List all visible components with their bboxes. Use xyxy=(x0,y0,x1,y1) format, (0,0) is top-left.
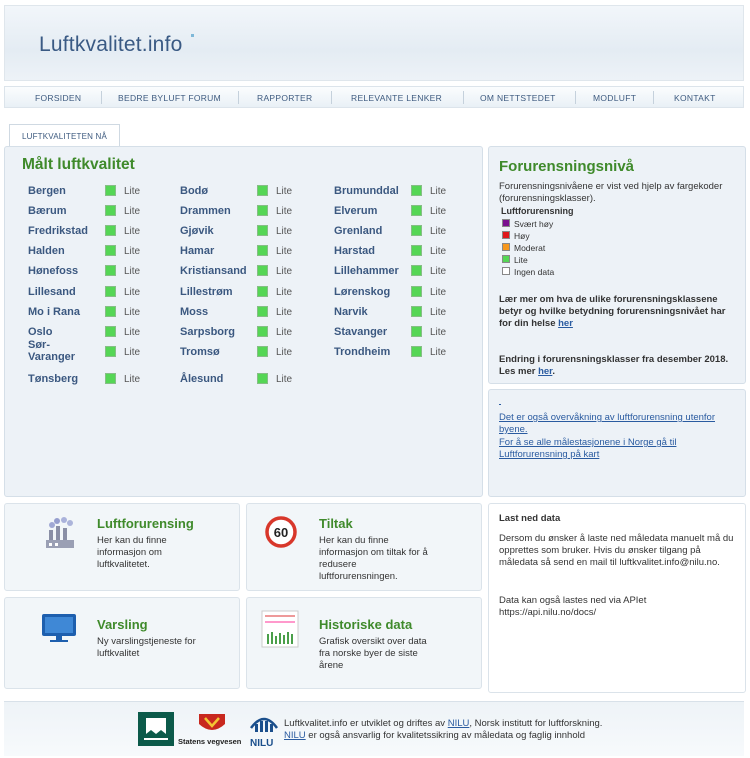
level-indicator xyxy=(257,245,268,256)
nav-item-kontakt[interactable]: KONTAKT xyxy=(674,93,716,103)
level-label: Lite xyxy=(124,287,141,298)
level-label: Lite xyxy=(276,226,293,237)
level-indicator xyxy=(105,205,116,216)
city-name[interactable]: Ålesund xyxy=(180,373,224,385)
footer-line-2 xyxy=(284,730,585,741)
level-indicator xyxy=(257,306,268,317)
legend-swatch-very-high xyxy=(502,219,510,227)
factory-icon xyxy=(43,516,77,552)
level-indicator xyxy=(105,225,116,236)
city-name[interactable]: Drammen xyxy=(180,205,231,217)
legend-swatch-high xyxy=(502,231,510,239)
monitor-icon xyxy=(40,612,78,644)
class-change-end: . xyxy=(552,366,555,377)
level-indicator xyxy=(257,185,268,196)
main-nav xyxy=(4,86,744,108)
level-label: Lite xyxy=(124,186,141,197)
level-label: Lite xyxy=(124,246,141,257)
nav-item-modluft[interactable]: MODLUFT xyxy=(593,93,637,103)
level-label: Lite xyxy=(430,307,447,318)
city-name[interactable]: Bodø xyxy=(180,185,209,197)
card-luftforurensing[interactable] xyxy=(4,503,240,591)
class-change-label: Endring i forurensningsklasser fra desember 2018. Les mer xyxy=(499,354,729,377)
level-label: Lite xyxy=(430,246,447,257)
card-text: Ny varslingstjeneste for luftkvalitet xyxy=(97,636,196,659)
measured-air-quality-panel xyxy=(4,146,483,497)
level-indicator xyxy=(411,205,422,216)
city-name[interactable]: Sør-Varanger xyxy=(28,339,76,363)
footer-text: Luftkvalitet.info er utviklet og driftes av xyxy=(284,718,446,729)
level-label: Lite xyxy=(124,307,141,318)
level-label: Lite xyxy=(430,287,447,298)
footer-line-1 xyxy=(284,718,602,729)
class-change-link[interactable]: her xyxy=(538,366,553,377)
city-name[interactable]: Bærum xyxy=(28,205,67,217)
level-label: Lite xyxy=(124,374,141,385)
nav-separator xyxy=(101,91,102,104)
card-title[interactable]: Varsling xyxy=(97,617,148,632)
city-name[interactable]: Sarpsborg xyxy=(180,326,236,338)
pollution-description: Forurensningsnivåene er vist ved hjelp av fargekoder (forurensningsklasser). xyxy=(499,181,723,204)
city-name[interactable]: Halden xyxy=(28,245,65,257)
legend-label: Svært høy xyxy=(514,219,554,229)
footer-nilu-link[interactable]: NILU xyxy=(284,730,306,741)
level-label: Lite xyxy=(276,347,293,358)
tab-luftkvaliteten-naa[interactable]: LUFTKVALITETEN NÅ xyxy=(9,124,120,146)
learn-more-link[interactable]: her xyxy=(558,318,573,329)
level-label: Lite xyxy=(276,374,293,385)
level-label: Lite xyxy=(124,266,141,277)
level-indicator xyxy=(411,245,422,256)
level-label: Lite xyxy=(276,246,293,257)
level-indicator xyxy=(257,373,268,384)
city-name[interactable]: Brumunddal xyxy=(334,185,399,197)
level-indicator xyxy=(105,326,116,337)
card-historiske-data[interactable] xyxy=(246,597,482,689)
pollution-level-panel xyxy=(488,146,746,384)
city-name[interactable]: Harstad xyxy=(334,245,375,257)
level-label: Lite xyxy=(124,206,141,217)
city-name[interactable]: Narvik xyxy=(334,306,368,318)
nav-item-forsiden[interactable]: FORSIDEN xyxy=(35,93,82,103)
level-label: Lite xyxy=(276,186,293,197)
level-label: Lite xyxy=(276,307,293,318)
city-name[interactable]: Lillesand xyxy=(28,286,76,298)
level-label: Lite xyxy=(124,347,141,358)
card-text: Grafisk oversikt over data fra norske byer de siste årene xyxy=(319,636,427,671)
chart-thumbnail-icon xyxy=(261,610,299,648)
level-label: Lite xyxy=(430,266,447,277)
level-indicator xyxy=(105,346,116,357)
level-label: Lite xyxy=(430,206,447,217)
level-indicator xyxy=(411,306,422,317)
city-name[interactable]: Fredrikstad xyxy=(28,225,88,237)
vegvesen-shield-icon xyxy=(197,712,227,736)
level-label: Lite xyxy=(276,206,293,217)
level-label: Lite xyxy=(430,347,447,358)
nav-item-om-nettstedet[interactable]: OM NETTSTEDET xyxy=(480,93,556,103)
city-name[interactable]: Gjøvik xyxy=(180,225,214,237)
card-text: Her kan du finne informasjon om luftkvalitetet. xyxy=(97,535,167,570)
city-name[interactable]: Lillehammer xyxy=(334,265,399,277)
city-name[interactable]: Hønefoss xyxy=(28,265,79,277)
city-name[interactable]: Tønsberg xyxy=(28,373,79,385)
city-name[interactable]: Oslo xyxy=(28,326,53,338)
level-label: Lite xyxy=(276,287,293,298)
nav-separator xyxy=(238,91,239,104)
card-title[interactable]: Tiltak xyxy=(319,516,353,531)
level-indicator xyxy=(105,306,116,317)
nav-item-bedre-byluft-forum[interactable]: BEDRE BYLUFT FORUM xyxy=(118,93,222,103)
level-label: Lite xyxy=(124,226,141,237)
city-name[interactable]: Bergen xyxy=(28,185,66,197)
level-indicator xyxy=(105,373,116,384)
site-header xyxy=(4,5,744,81)
level-indicator xyxy=(105,286,116,297)
level-indicator xyxy=(257,265,268,276)
level-label: Lite xyxy=(124,327,141,338)
level-label: Lite xyxy=(276,327,293,338)
city-name[interactable]: Hamar xyxy=(180,245,215,257)
level-indicator xyxy=(257,326,268,337)
card-title[interactable]: Luftforurensing xyxy=(97,516,194,531)
legend-label: Lite xyxy=(514,255,528,265)
legend-swatch-low xyxy=(502,255,510,263)
level-label: Lite xyxy=(430,186,447,197)
city-name[interactable]: Lillestrøm xyxy=(180,286,233,298)
site-logo[interactable]: Luftkvalitet.info xyxy=(39,33,183,56)
outside-cities-link[interactable]: Det er også overvåkning av luftforurensning utenfor byene. xyxy=(499,412,715,435)
city-name[interactable]: Mo i Rana xyxy=(28,306,80,318)
level-label: Lite xyxy=(430,327,447,338)
speed-limit-icon xyxy=(265,516,297,548)
download-text: Dersom du ønsker å laste ned måledata manuelt må du opprettes som bruker. Hvis du ønsker tilgang på måledata så send en mail til luftkvalitet.info@nilu.no. xyxy=(499,533,734,568)
level-indicator xyxy=(411,225,422,236)
legend-label: Moderat xyxy=(514,243,546,253)
level-indicator xyxy=(105,185,116,196)
legend-label: Ingen data xyxy=(514,267,555,277)
footer-nilu-link[interactable]: NILU xyxy=(447,718,470,729)
monitoring-links-panel xyxy=(488,389,746,497)
nav-separator xyxy=(331,91,332,104)
ministry-logo-icon xyxy=(138,712,174,746)
city-name[interactable]: Stavanger xyxy=(334,326,388,338)
nav-item-relevante-lenker[interactable]: RELEVANTE LENKER xyxy=(351,93,443,103)
level-indicator xyxy=(257,286,268,297)
nav-item-rapporter[interactable]: RAPPORTER xyxy=(257,93,313,103)
footer-text: er også ansvarlig for kvalitetssikring av måledata og faglig innhold xyxy=(305,730,586,741)
card-text: Her kan du finne informasjon om tiltak for å redusere luftforurensningen. xyxy=(319,535,428,582)
level-indicator xyxy=(411,346,422,357)
vegvesen-logo-text: Statens vegvesen xyxy=(178,737,242,746)
level-label: Lite xyxy=(276,266,293,277)
city-name[interactable]: Kristiansand xyxy=(180,265,247,277)
nav-separator xyxy=(653,91,654,104)
class-change-text xyxy=(499,354,735,378)
learn-more-text xyxy=(499,294,735,330)
learn-more-label: Lær mer om hva de ulike forurensningsklassene betyr og hvilke betydning forurensningsnivået har for din helse xyxy=(499,294,726,329)
city-name[interactable]: Lørenskog xyxy=(334,286,391,298)
panel-title: Målt luftkvalitet xyxy=(22,156,135,173)
nav-separator xyxy=(575,91,576,104)
city-name[interactable]: Moss xyxy=(180,306,209,318)
legend-label: Høy xyxy=(514,231,530,241)
city-name[interactable]: Grenland xyxy=(334,225,383,237)
legend-swatch-moderate xyxy=(502,243,510,251)
level-indicator xyxy=(257,225,268,236)
download-data-panel xyxy=(488,503,746,693)
panel-title: Forurensningsnivå xyxy=(499,158,635,175)
card-title[interactable]: Historiske data xyxy=(319,617,413,632)
legend-swatch-no-data xyxy=(502,267,510,275)
link-marker xyxy=(499,404,501,405)
all-stations-link[interactable]: For å se alle målestasjonene i Norge gå til Luftforurensning på kart xyxy=(499,437,677,460)
api-text: Data kan også lastes ned via APIet https://api.nilu.no/docs/ xyxy=(499,595,647,618)
level-indicator xyxy=(105,245,116,256)
level-indicator xyxy=(411,286,422,297)
city-name[interactable]: Elverum xyxy=(334,205,378,217)
logo-accent xyxy=(191,34,194,37)
footer-text: , Norsk institutt for luftforskning. xyxy=(469,718,603,729)
level-indicator xyxy=(257,346,268,357)
city-name[interactable]: Tromsø xyxy=(180,346,220,358)
nav-separator xyxy=(463,91,464,104)
svg-text:60: 60 xyxy=(273,525,289,540)
level-indicator xyxy=(105,265,116,276)
level-indicator xyxy=(411,326,422,337)
level-indicator xyxy=(257,205,268,216)
nilu-logo-text: NILU xyxy=(250,738,274,749)
card-varsling[interactable] xyxy=(4,597,240,689)
card-tiltak[interactable] xyxy=(246,503,482,591)
download-title: Last ned data xyxy=(499,513,561,524)
city-name[interactable]: Trondheim xyxy=(334,346,391,358)
level-label: Lite xyxy=(430,226,447,237)
level-indicator xyxy=(411,265,422,276)
legend-title: Luftforurensning xyxy=(501,206,574,216)
site-footer xyxy=(4,701,744,756)
level-indicator xyxy=(411,185,422,196)
